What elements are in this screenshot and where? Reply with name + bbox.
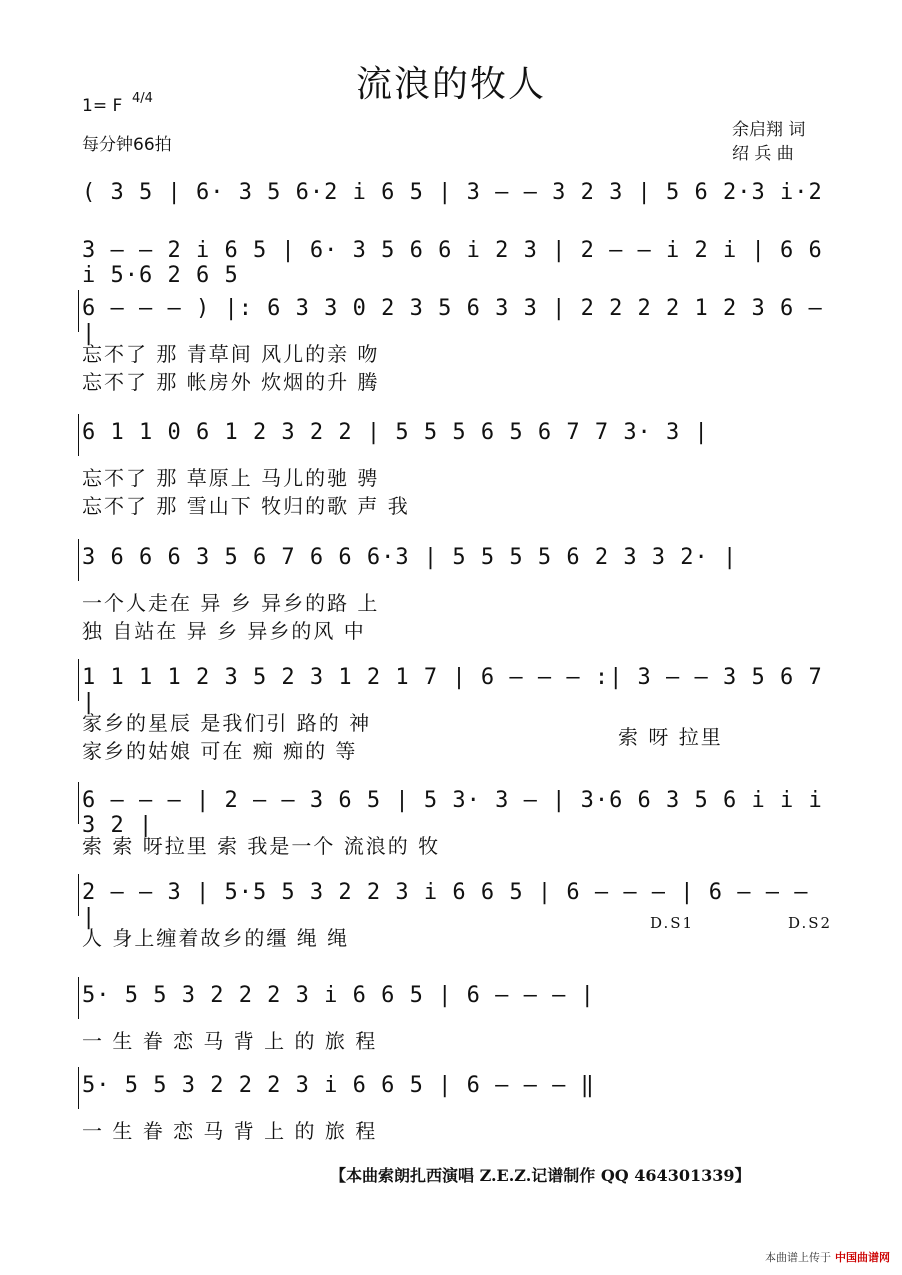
dal-segno-mark: D.S1 [650,914,695,932]
barline [78,414,79,456]
notation-line: 5· 5 5 3 2 2 2 3 i 6 6 5 | 6 — — — | [82,983,595,1008]
notation-line: 1 1 1 1 2 3 5 2 3 1 2 1 7 | 6 — — — :| 3 — — 3 5 6 7 | [82,665,823,715]
notation-line: 3 — — 2 i 6 5 | 6· 3 5 6 6 i 2 3 | 2 — — i 2 i | 6 6 i 5·6 2 6 5 [82,238,823,288]
notation-line: 3 6 6 6 3 5 6 7 6 6 6·3 | 5 5 5 5 6 2 3 3 2· | [82,545,738,570]
site-badge: 本曲谱上传于 中国曲谱网 [765,1251,890,1264]
barline [78,1067,79,1109]
score-row [82,420,826,518]
lyric-line: 一 生 眷 恋 马 背 上 的 旅 程 [82,1029,378,1053]
score-row [82,665,826,763]
score-row [82,880,833,950]
lyric-line: 忘不了 那 青草间 风儿的亲 吻 [82,342,380,366]
dal-segno-mark: D.S2 [788,914,833,932]
barline [78,539,79,581]
lyric-line: 独 自站在 异 乡 异乡的风 中 [82,619,366,643]
tempo: 每分钟66拍 [82,135,172,155]
lyric-line: 忘不了 那 雪山下 牧归的歌 声 我 [82,494,410,518]
notation-line: ( 3 5 | 6· 3 5 6·2 i 6 5 | 3 — — 3 2 3 | 5 6 2·3 i·2 [82,180,823,205]
lyric-line-side: 索 呀 拉里 [618,725,723,749]
lyric-line: 家乡的姑娘 可在 痴 痴的 等 [82,739,358,763]
barline [78,290,79,332]
song-title: 流浪的牧人 [355,64,546,105]
key-signature: 1= F [82,96,123,116]
notation-line: 2 — — 3 | 5·5 5 3 2 2 3 i 6 6 5 | 6 — — — | 6 — — — | [82,880,809,930]
barline [78,782,79,824]
notation-line: 6 1 1 0 6 1 2 3 2 2 | 5 5 5 6 5 6 7 7 3· 3 | [82,420,709,445]
score-row [82,545,826,643]
lyric-line: 忘不了 那 帐房外 炊烟的升 腾 [82,370,380,394]
score-row [82,296,826,394]
barline [78,659,79,701]
composer: 绍 兵 曲 [732,144,794,164]
score-row [82,1073,826,1143]
lyric-line: 一 生 眷 恋 马 背 上 的 旅 程 [82,1119,378,1143]
notation-line: 6 — — — ) |: 6 3 3 0 2 3 5 6 3 3 | 2 2 2 2 1 2 3 6 — | [82,296,823,346]
lyric-line: 索 索 呀拉里 索 我是一个 流浪的 牧 [82,834,441,858]
lyric-line: 人 身上缠着故乡的缰 绳 绳 [82,926,350,950]
barline [78,874,79,916]
lyric-line: 一个人走在 异 乡 异乡的路 上 [82,591,380,615]
lyricist: 余启翔 词 [732,120,806,140]
barline [78,977,79,1019]
lyric-line: 家乡的星辰 是我们引 路的 神 [82,711,372,735]
score-row [82,788,826,858]
notation-line: 5· 5 5 3 2 2 2 3 i 6 6 5 | 6 — — — ‖ [82,1073,595,1098]
time-signature: 4/4 [132,91,153,106]
notation-line: 6 — — — | 2 — — 3 6 5 | 5 3· 3 — | 3·6 6 3 5 6 i i i 3 2 | [82,788,823,838]
footer-credit: 【本曲索朗扎西演唱 Z.E.Z.记谱制作 QQ 464301339】 [330,1166,751,1185]
lyric-line: 忘不了 那 草原上 马儿的驰 骋 [82,466,380,490]
score-row [82,983,826,1053]
